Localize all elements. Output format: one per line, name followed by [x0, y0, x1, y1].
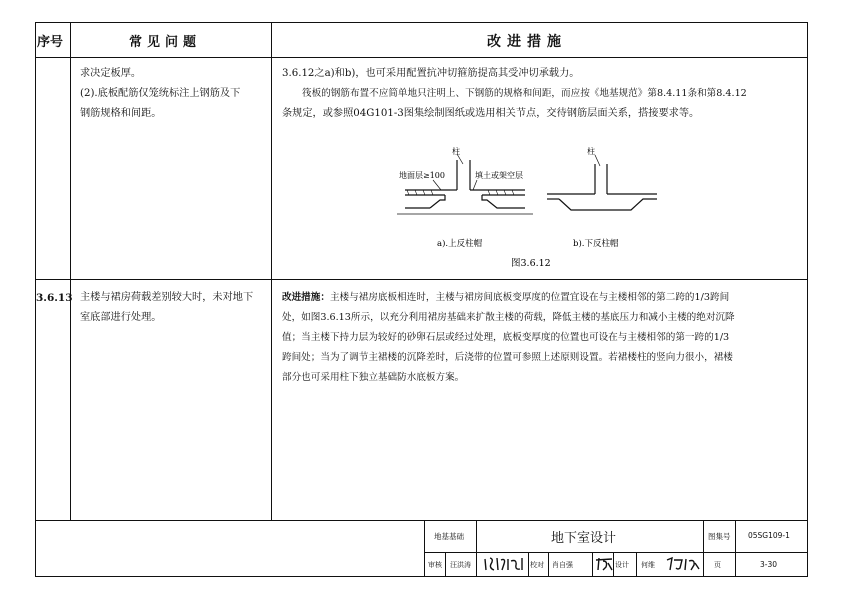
tb-page-no: 3-30 [760, 560, 778, 569]
tb-check-signature [594, 555, 614, 573]
tb-title: 地下室设计 [551, 531, 617, 546]
diagram-a [397, 160, 533, 214]
tb-atlas-label: 图集号 [708, 532, 731, 541]
figure-caption: 图3.6.12 [511, 258, 551, 269]
row2-measure-label: 改进措施： [282, 292, 330, 303]
column-label-a: 柱 [452, 147, 460, 156]
fill-leader [473, 180, 477, 190]
row1-problem-line: 求决定板厚。 [80, 68, 142, 79]
row2-measure-line: 值；当主楼下持力层为较好的砂卵石层或经过处理，底板变厚度的位置也可设在与主楼相邻的第一跨的1/3 [282, 332, 730, 343]
signature-design-icon [664, 555, 702, 573]
header-seq: 序号 [37, 35, 64, 50]
row2-measure-line: 部分也可采用柱下独立基础防水底板方案。 [282, 372, 465, 383]
row2-measure-line: 处，如图3.6.13所示，以充分利用裙房基础来扩散主楼的荷载，降低主楼的基底压力和减小主楼的绝对沉降 [282, 312, 735, 323]
column-divider-seq [70, 22, 71, 520]
column-leader-a [457, 154, 463, 164]
row1-problem-line: (2).底板配筋仅笼统标注上钢筋及下 [80, 88, 241, 99]
column-divider-problem [271, 22, 272, 520]
column-leader-b [595, 155, 600, 166]
row2-seq: 3.6.13 [36, 292, 73, 304]
tb-category: 地基基础 [434, 532, 464, 541]
tb-check-label: 校对 [530, 561, 544, 569]
tb-review-label: 审核 [428, 561, 442, 569]
signature-review-icon [482, 555, 526, 573]
tb-design-signature [664, 555, 702, 573]
row1-measure-line: 条规定，或参照04G101-3图集绘制图纸或选用相关节点，交待钢筋层面关系，搭接要求等。 [282, 108, 700, 119]
row1-measure-line: 3.6.12之a)和b)，也可采用配置抗冲切箍筋提高其受冲切承载力。 [282, 68, 580, 79]
title-block-top-line [35, 520, 808, 521]
header-divider [35, 57, 808, 58]
tb-divider [424, 520, 425, 577]
tb-review-name: 汪洪涛 [450, 561, 471, 569]
figure-3-6-12 [395, 142, 685, 274]
header-problem: 常见问题 [129, 35, 202, 50]
tb-divider [735, 520, 736, 577]
tb-check-name: 肖自强 [552, 561, 573, 569]
tb-divider [548, 552, 549, 577]
tb-atlas-no: 05SG109-1 [748, 531, 790, 540]
floor-label: 地面层≥100 [399, 171, 445, 180]
tb-review-signature [482, 555, 526, 573]
row2-problem-line: 主楼与裙房荷载差别较大时，未对地下 [80, 292, 254, 303]
caption-b: b).下反柱帽 [573, 239, 619, 249]
row1-problem-line: 钢筋规格和间距。 [80, 108, 162, 119]
tb-design-label: 设计 [615, 561, 629, 569]
diagram-a-fill-hatch [407, 190, 514, 195]
fill-label: 填土或架空层 [475, 171, 523, 180]
tb-divider [528, 552, 529, 577]
row2-problem [80, 288, 268, 328]
floor-leader [433, 180, 441, 190]
tb-divider [636, 552, 637, 577]
column-label-b: 柱 [587, 147, 595, 156]
row1-measure [282, 64, 804, 124]
signature-check-icon [594, 555, 614, 573]
row2-measure [282, 288, 804, 388]
diagram-b [547, 164, 657, 210]
row2-measure-line: 跨间处；当为了调节主裙楼的沉降差时，后浇带的位置可参照上述原则设置。若裙楼柱的竖向力很小，裙楼 [282, 352, 733, 363]
tb-page-label: 页 [714, 561, 721, 569]
caption-a: a).上反柱帽 [437, 239, 483, 249]
tb-row-divider [424, 552, 808, 553]
tb-design-name: 何维 [641, 561, 655, 569]
row2-problem-line: 室底部进行处理。 [80, 312, 162, 323]
row2-measure-first [282, 288, 804, 308]
row-divider [35, 279, 808, 280]
row1-measure-line: 筏板的钢筋布置不应简单地只注明上、下钢筋的规格和间距，而应按《地基规范》第8.4.11条和第8.4.12 [302, 88, 747, 99]
tb-divider [703, 520, 704, 577]
tb-divider [476, 520, 477, 577]
row2-measure-line: 主楼与裙房底板相连时，主楼与裙房间底板变厚度的位置宜设在与主楼相邻的第二跨的1/3跨间 [329, 292, 730, 303]
header-measure: 改进措施 [487, 34, 567, 50]
row1-problem [80, 64, 268, 124]
tb-divider [445, 552, 446, 577]
tb-divider [592, 552, 593, 577]
